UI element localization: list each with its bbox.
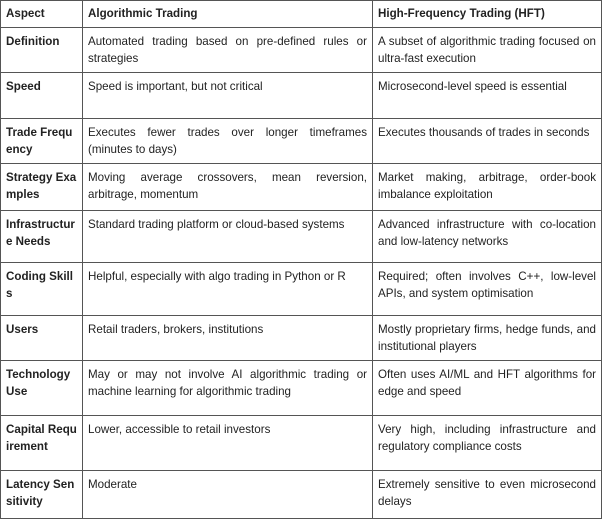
hft-cell: Often uses AI/ML and HFT algorithms for edge and speed	[373, 361, 602, 416]
hft-cell: Advanced infrastructure with co-location and low-latency networks	[373, 211, 602, 263]
table-row	[1, 73, 602, 119]
header-algorithmic-trading: Algorithmic Trading	[83, 1, 373, 28]
algo-cell: Retail traders, brokers, institutions	[83, 316, 373, 361]
algo-cell: Lower, accessible to retail investors	[83, 416, 373, 471]
table-row	[1, 263, 602, 316]
aspect-cell: Trade Frequency	[1, 119, 83, 164]
hft-cell: Very high, including infrastructure and regulatory compliance costs	[373, 416, 602, 471]
hft-cell: Executes thousands of trades in seconds	[373, 119, 602, 164]
aspect-cell: Speed	[1, 73, 83, 119]
header-row	[1, 1, 602, 28]
table-row	[1, 471, 602, 519]
table-row	[1, 361, 602, 416]
table-row	[1, 164, 602, 211]
algo-cell: Moderate	[83, 471, 373, 519]
algo-cell: Moving average crossovers, mean reversion, arbitrage, momentum	[83, 164, 373, 211]
hft-cell: Required; often involves C++, low-level APIs, and system optimisation	[373, 263, 602, 316]
header-hft: High-Frequency Trading (HFT)	[373, 1, 602, 28]
hft-cell: Extremely sensitive to even microsecond delays	[373, 471, 602, 519]
aspect-cell: Coding Skills	[1, 263, 83, 316]
aspect-cell: Capital Requirement	[1, 416, 83, 471]
algo-cell: Helpful, especially with algo trading in Python or R	[83, 263, 373, 316]
algo-cell: Automated trading based on pre-defined rules or strategies	[83, 28, 373, 73]
hft-cell: Mostly proprietary firms, hedge funds, and institutional players	[373, 316, 602, 361]
algo-cell: May or may not involve AI algorithmic trading or machine learning for algorithmic trading	[83, 361, 373, 416]
aspect-cell: Infrastructure Needs	[1, 211, 83, 263]
table-row	[1, 211, 602, 263]
hft-cell: A subset of algorithmic trading focused on ultra-fast execution	[373, 28, 602, 73]
aspect-cell: Strategy Examples	[1, 164, 83, 211]
aspect-cell: Definition	[1, 28, 83, 73]
table-row	[1, 28, 602, 73]
aspect-cell: Technology Use	[1, 361, 83, 416]
algo-cell: Executes fewer trades over longer timeframes (minutes to days)	[83, 119, 373, 164]
hft-cell: Microsecond-level speed is essential	[373, 73, 602, 119]
hft-cell: Market making, arbitrage, order-book imbalance exploitation	[373, 164, 602, 211]
table-row	[1, 119, 602, 164]
header-aspect: Aspect	[1, 1, 83, 28]
algo-cell: Speed is important, but not critical	[83, 73, 373, 119]
table-row	[1, 416, 602, 471]
table-row	[1, 316, 602, 361]
aspect-cell: Latency Sensitivity	[1, 471, 83, 519]
aspect-cell: Users	[1, 316, 83, 361]
algo-cell: Standard trading platform or cloud-based systems	[83, 211, 373, 263]
